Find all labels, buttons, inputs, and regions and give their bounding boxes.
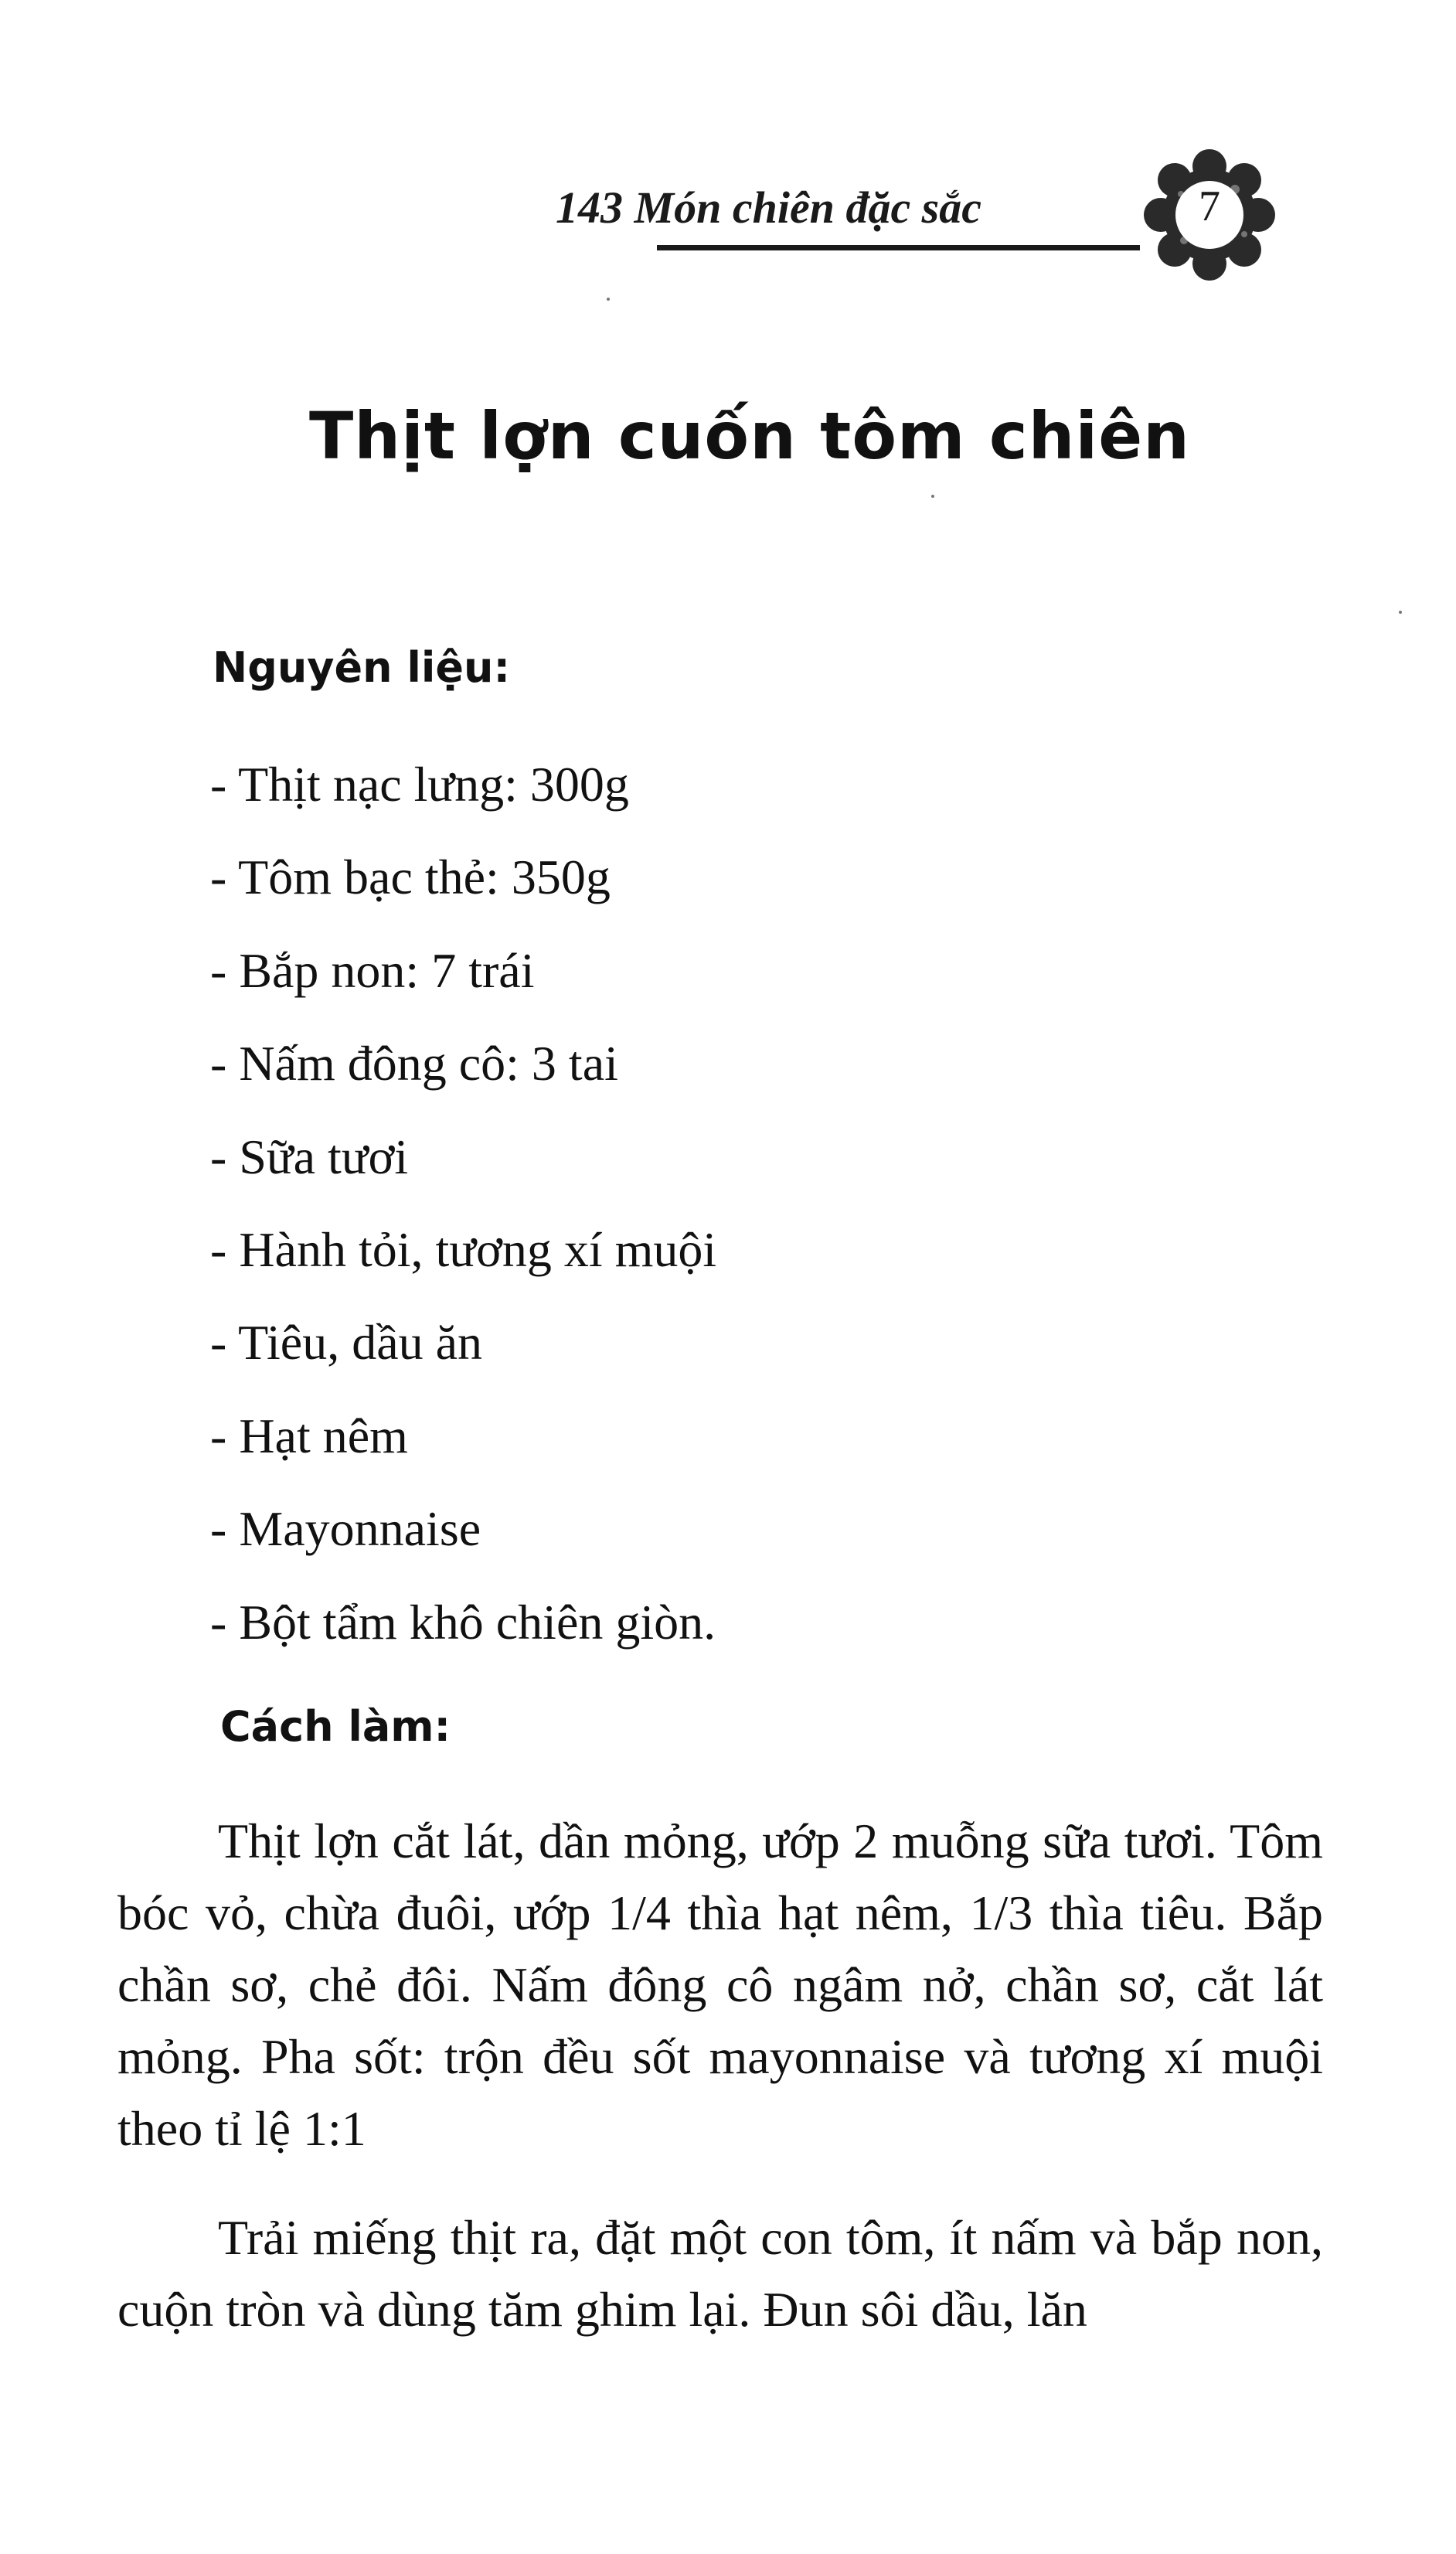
method-heading: Cách làm:: [220, 1702, 451, 1751]
ingredient-list: [210, 738, 716, 1669]
ingredient-item: - Bột tẩm khô chiên giòn.: [210, 1594, 716, 1650]
header-underline: [657, 245, 1140, 250]
method-paragraph: Trải miếng thịt ra, đặt một con tôm, ít nấm và bắp non, cuộn tròn và dùng tăm ghim lại. Đun sôi dầu, lăn: [117, 2210, 1323, 2337]
print-speck: [607, 298, 610, 301]
ingredient-item: - Nấm đông cô: 3 tai: [210, 1036, 618, 1091]
ingredient-item: - Sữa tươi: [210, 1129, 409, 1184]
ingredients-heading: Nguyên liệu:: [213, 643, 511, 692]
ingredient-item: - Tôm bạc thẻ: 350g: [210, 850, 611, 905]
method-paragraph: Thịt lợn cắt lát, dần mỏng, ướp 2 muỗng sữa tươi. Tôm bóc vỏ, chừa đuôi, ướp 1/4 thìa hạt nêm, 1/3 thìa tiêu. Bắp chần sơ, chẻ đôi. Nấm đông cô ngâm nở, chần sơ, cắt lát mỏng. Pha sốt: trộn đều sốt mayonnaise và tương xí muội theo tỉ lệ 1:1: [117, 1813, 1323, 2156]
ingredient-item: - Thịt nạc lưng: 300g: [210, 757, 629, 812]
page-number: 7: [1199, 182, 1220, 230]
ingredient-item: - Hành tỏi, tương xí muội: [210, 1221, 717, 1277]
ingredient-item: - Bắp non: 7 trái: [210, 942, 535, 998]
ingredient-item: - Tiêu, dầu ăn: [210, 1315, 482, 1371]
ingredient-item: - Hạt nêm: [210, 1408, 408, 1463]
print-speck: [1399, 611, 1402, 614]
print-speck: [931, 495, 934, 498]
page-number-badge: [1144, 149, 1275, 281]
running-header: [556, 158, 1275, 282]
ingredient-item: - Mayonnaise: [210, 1501, 481, 1557]
recipe-title: Thịt lợn cuốn tôm chiên: [309, 398, 1190, 474]
book-title: 143 Món chiên đặc sắc: [556, 182, 981, 233]
